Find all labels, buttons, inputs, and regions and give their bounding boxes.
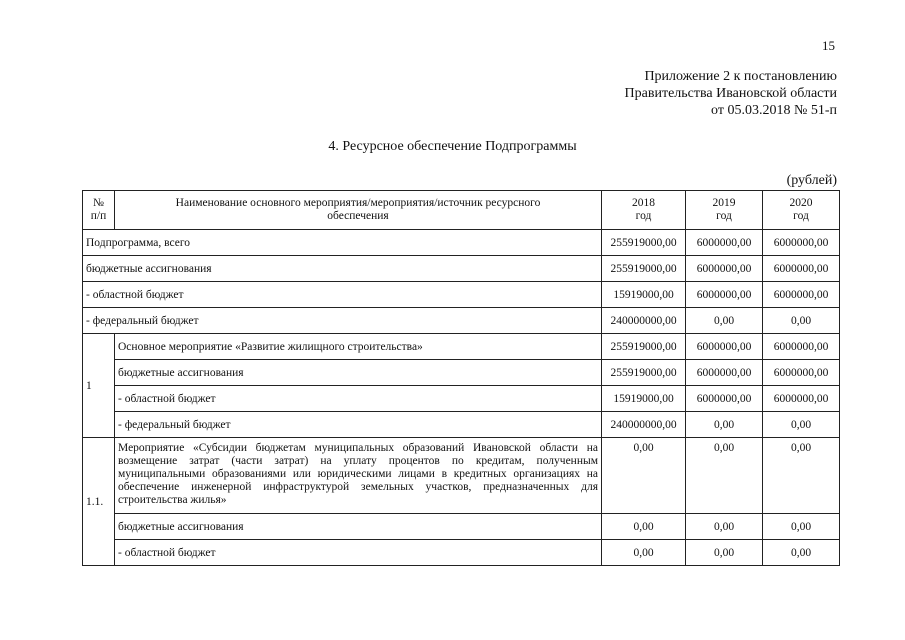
value-2020: 6000000,00 bbox=[763, 256, 840, 282]
value-2020: 0,00 bbox=[763, 438, 840, 514]
table-row bbox=[83, 360, 840, 386]
row-name: - областной бюджет bbox=[115, 386, 602, 412]
header-2019-year: 2019 bbox=[712, 197, 736, 209]
row-name: - федеральный бюджет bbox=[115, 412, 602, 438]
value-2018: 0,00 bbox=[602, 514, 686, 540]
header-2018-year: 2018 bbox=[632, 197, 655, 209]
value-2019: 0,00 bbox=[686, 514, 763, 540]
value-2019: 6000000,00 bbox=[686, 334, 763, 360]
value-2018: 0,00 bbox=[602, 540, 686, 566]
header-2018-word: год bbox=[635, 210, 652, 222]
table-row bbox=[83, 282, 840, 308]
value-2020: 6000000,00 bbox=[763, 334, 840, 360]
row-index: 1 bbox=[83, 334, 115, 438]
row-name: Подпрограмма, всего bbox=[83, 230, 602, 256]
value-2019: 0,00 bbox=[686, 412, 763, 438]
unit-label: (рублей) bbox=[786, 173, 837, 188]
value-2020: 6000000,00 bbox=[763, 386, 840, 412]
table-row bbox=[83, 230, 840, 256]
appendix-line-2: Правительства Ивановской области bbox=[624, 86, 837, 101]
value-2020: 0,00 bbox=[763, 540, 840, 566]
section-title: 4. Ресурсное обеспечение Подпрограммы bbox=[328, 139, 577, 154]
table-header-row bbox=[83, 191, 840, 230]
appendix-line-1: Приложение 2 к постановлению bbox=[644, 69, 837, 84]
value-2020: 0,00 bbox=[763, 514, 840, 540]
header-num-line1: № bbox=[93, 197, 104, 209]
table-row bbox=[83, 386, 840, 412]
value-2020: 6000000,00 bbox=[763, 230, 840, 256]
table-row bbox=[83, 334, 840, 360]
row-name: - федеральный бюджет bbox=[83, 308, 602, 334]
appendix-note bbox=[625, 68, 837, 119]
page-number: 15 bbox=[822, 38, 835, 53]
value-2018: 0,00 bbox=[602, 438, 686, 514]
table-row bbox=[83, 438, 840, 514]
value-2019: 6000000,00 bbox=[686, 386, 763, 412]
header-name-text: Наименование основного мероприятия/мероприятия/источник ресурсного обеспечения bbox=[175, 197, 541, 222]
value-2020: 6000000,00 bbox=[763, 360, 840, 386]
header-2020-word: год bbox=[793, 210, 809, 222]
value-2020: 0,00 bbox=[763, 412, 840, 438]
header-num bbox=[83, 191, 115, 230]
value-2019: 6000000,00 bbox=[686, 360, 763, 386]
value-2019: 0,00 bbox=[686, 308, 763, 334]
header-name bbox=[115, 191, 602, 230]
value-2018: 15919000,00 bbox=[602, 386, 686, 412]
value-2019: 6000000,00 bbox=[686, 282, 763, 308]
value-2019: 6000000,00 bbox=[686, 230, 763, 256]
value-2020: 0,00 bbox=[763, 308, 840, 334]
header-2020-year: 2020 bbox=[789, 197, 813, 209]
value-2018: 255919000,00 bbox=[602, 230, 686, 256]
value-2018: 240000000,00 bbox=[602, 308, 686, 334]
row-name: Мероприятие «Субсидии бюджетам муниципальных образований Ивановской области на возмещение затрат (части затрат) на уплату процентов по кредитам, полученным муниципальными образованиями или юридическими лицами в кредитных организациях на обеспечение инженерной инфраструктурой земельных участков, предназначенных для строительства жилья» bbox=[115, 438, 602, 514]
row-name: бюджетные ассигнования bbox=[115, 360, 602, 386]
resources-table bbox=[82, 190, 840, 566]
row-name: бюджетные ассигнования bbox=[83, 256, 602, 282]
header-num-line2: п/п bbox=[90, 210, 107, 222]
row-name: бюджетные ассигнования bbox=[115, 514, 602, 540]
value-2018: 255919000,00 bbox=[602, 334, 686, 360]
row-index: 1.1. bbox=[83, 438, 115, 566]
row-name: Основное мероприятие «Развитие жилищного строительства» bbox=[115, 334, 602, 360]
header-2020 bbox=[763, 191, 840, 230]
table-row bbox=[83, 540, 840, 566]
value-2019: 0,00 bbox=[686, 540, 763, 566]
table-row bbox=[83, 514, 840, 540]
header-2019-word: год bbox=[716, 210, 732, 222]
value-2019: 0,00 bbox=[686, 438, 763, 514]
table-row bbox=[83, 308, 840, 334]
value-2019: 6000000,00 bbox=[686, 256, 763, 282]
table-row bbox=[83, 412, 840, 438]
header-2018 bbox=[602, 191, 686, 230]
value-2018: 255919000,00 bbox=[602, 360, 686, 386]
value-2018: 255919000,00 bbox=[602, 256, 686, 282]
table-row bbox=[83, 256, 840, 282]
value-2018: 15919000,00 bbox=[602, 282, 686, 308]
value-2020: 6000000,00 bbox=[763, 282, 840, 308]
value-2018: 240000000,00 bbox=[602, 412, 686, 438]
row-name: - областной бюджет bbox=[115, 540, 602, 566]
appendix-line-3: от 05.03.2018 № 51-п bbox=[711, 103, 837, 118]
header-2019 bbox=[686, 191, 763, 230]
row-name: - областной бюджет bbox=[83, 282, 602, 308]
